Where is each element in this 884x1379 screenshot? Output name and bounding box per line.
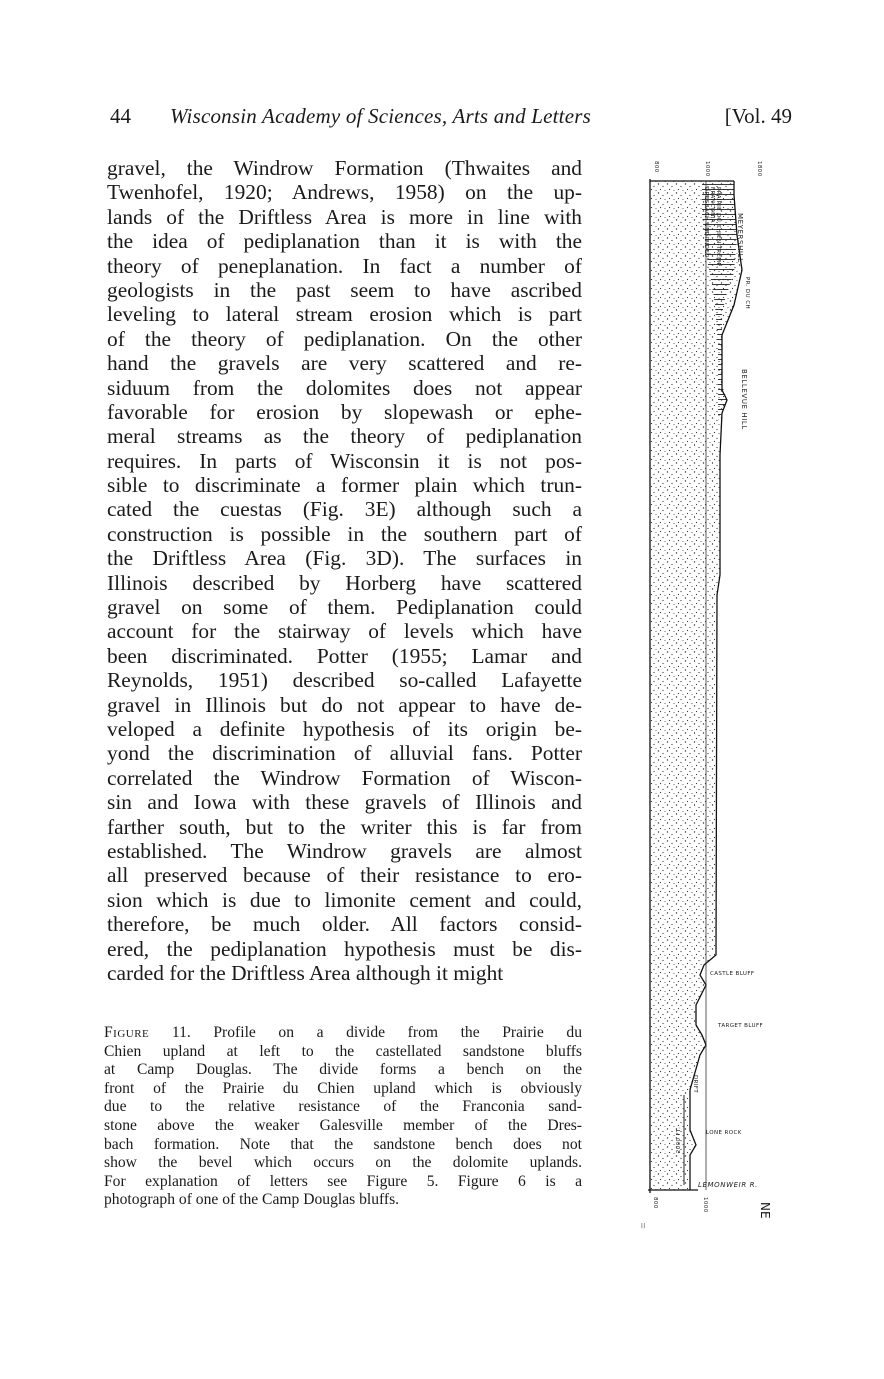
body-line: been discriminated. Potter (1955; Lamar and [107,643,582,668]
place-castle-bluff: CASTLE BLUFF [710,971,755,977]
body-line: of the theory of pediplanation. On the other [107,326,582,351]
body-line: leveling to lateral stream erosion which is part [107,302,582,327]
place-lemonweir-river: LEMONWEIR R. [698,1181,758,1189]
place-target-bluff: TARGET BLUFF [718,1023,764,1029]
figure-caption [104,1024,582,1210]
sandstone-fill [650,181,742,1190]
drift-label: DRIFT [692,1075,698,1094]
journal-title: Wisconsin Academy of Sciences, Arts and Letters [170,104,591,128]
body-line: the Driftless Area (Fig. 3D). The surfaces in [107,546,582,571]
body-line: gravel in Illinois but do not appear to have de- [107,692,582,717]
formation-prairie-du-chien: PRAIRIE DU CHIEN-TREMP. [715,187,721,268]
body-line: sible to discriminate a former plain which trun- [107,473,582,498]
distance-label: 2000 FT. [676,1126,682,1154]
body-line: sion which is due to limonite cement and could, [107,887,582,912]
body-line: lands of the Driftless Area is more in line with [107,204,582,229]
body-line: farther south, but to the writer this is far from [107,814,582,839]
body-line: Twenhofel, 1920; Andrews, 1958) on the up- [107,180,582,205]
volume-label: [Vol. 49 [724,104,792,128]
body-line: siduum from the dolomites does not appear [107,375,582,400]
bottom-elev-1000: 1000 [702,1197,708,1213]
place-meyershill: MEYERSHILL [736,213,744,263]
elev-label-800: 800 [653,161,659,173]
body-line: all preserved because of their resistance to ero- [107,863,582,888]
caption-line: Figure 11. Profile on a divide from the Prairie du [104,1024,582,1041]
elev-label-1000: 1000 [704,161,710,177]
body-text [107,156,582,985]
body-line: Reynolds, 1951) described so-called Lafayette [107,668,582,693]
body-line: gravel on some of them. Pediplanation could [107,595,582,620]
body-line: theory of peneplanation. In fact a number of [107,253,582,278]
body-line: geologists in the past seem to have ascribed [107,277,582,302]
body-line: Illinois described by Horberg have scattered [107,570,582,595]
caption-line: photograph of one of the Camp Douglas bluffs. [104,1191,400,1209]
running-header [110,104,792,134]
body-line: sin and Iowa with these gravels of Illinois and [107,790,582,815]
caption-line: front of the Prairie du Chien upland which is obviously [104,1079,582,1097]
caption-line: bach formation. Note that the sandstone bench does not [104,1135,582,1153]
body-line: correlated the Windrow Formation of Wiscon- [107,765,582,790]
caption-label: Figure [104,1024,150,1041]
formation-dresbach: DRESBACH UNDIVIDED [703,187,709,258]
caption-line: due to the relative resistance of the Franconia sand- [104,1098,582,1116]
body-line: cated the cuestas (Fig. 3E) although such a [107,497,582,522]
body-line: construction is possible in the southern part of [107,521,582,546]
elev-label-1800: 1800 [756,161,762,177]
caption-line: stone above the weaker Galesville member of the Dres- [104,1116,582,1134]
bottom-ticks: || [641,1223,646,1229]
body-line: veloped a definite hypothesis of its origin be- [107,716,582,741]
place-prairie-du-chien: PR. DU CH [744,277,750,310]
caption-line: show the bevel which occurs on the dolomite uplands. [104,1154,582,1172]
caption-line: Chien upland at left to the castellated sandstone bluffs [104,1042,582,1060]
bottom-elev-800: 800 [652,1197,658,1209]
body-line: yond the discrimination of alluvial fans. Potter [107,741,582,766]
caption-line: at Camp Douglas. The divide forms a bench on the [104,1061,582,1079]
body-line: carded for the Driftless Area although it might [107,960,504,985]
body-line: gravel, the Windrow Formation (Thwaites and [107,156,582,180]
body-line: meral streams as the theory of pediplanation [107,424,582,449]
body-line: favorable for erosion by slopewash or ephe- [107,399,582,424]
body-line: account for the stairway of levels which have [107,619,582,644]
body-line: requires. In parts of Wisconsin it is not pos- [107,448,582,473]
profile-diagram [630,155,790,1235]
body-line: the idea of pediplanation than it is with the [107,229,582,254]
caption-line: For explanation of letters see Figure 5. Figure 6 is a [104,1172,582,1190]
body-line: hand the gravels are very scattered and re- [107,351,582,376]
body-line: ered, the pediplanation hypothesis must be dis- [107,936,582,961]
body-line: established. The Windrow gravels are almost [107,838,582,863]
place-lone-rock: LONE ROCK [706,1130,742,1136]
place-bellevue-hill: BELLEVUE HILL [740,369,748,430]
formation-franconia: FRANCONIA [709,187,715,223]
body-line: therefore, be much older. All factors consid- [107,912,582,937]
page-number: 44 [110,104,131,128]
direction-label: NE [758,1202,772,1219]
profile-figure [630,155,790,1235]
